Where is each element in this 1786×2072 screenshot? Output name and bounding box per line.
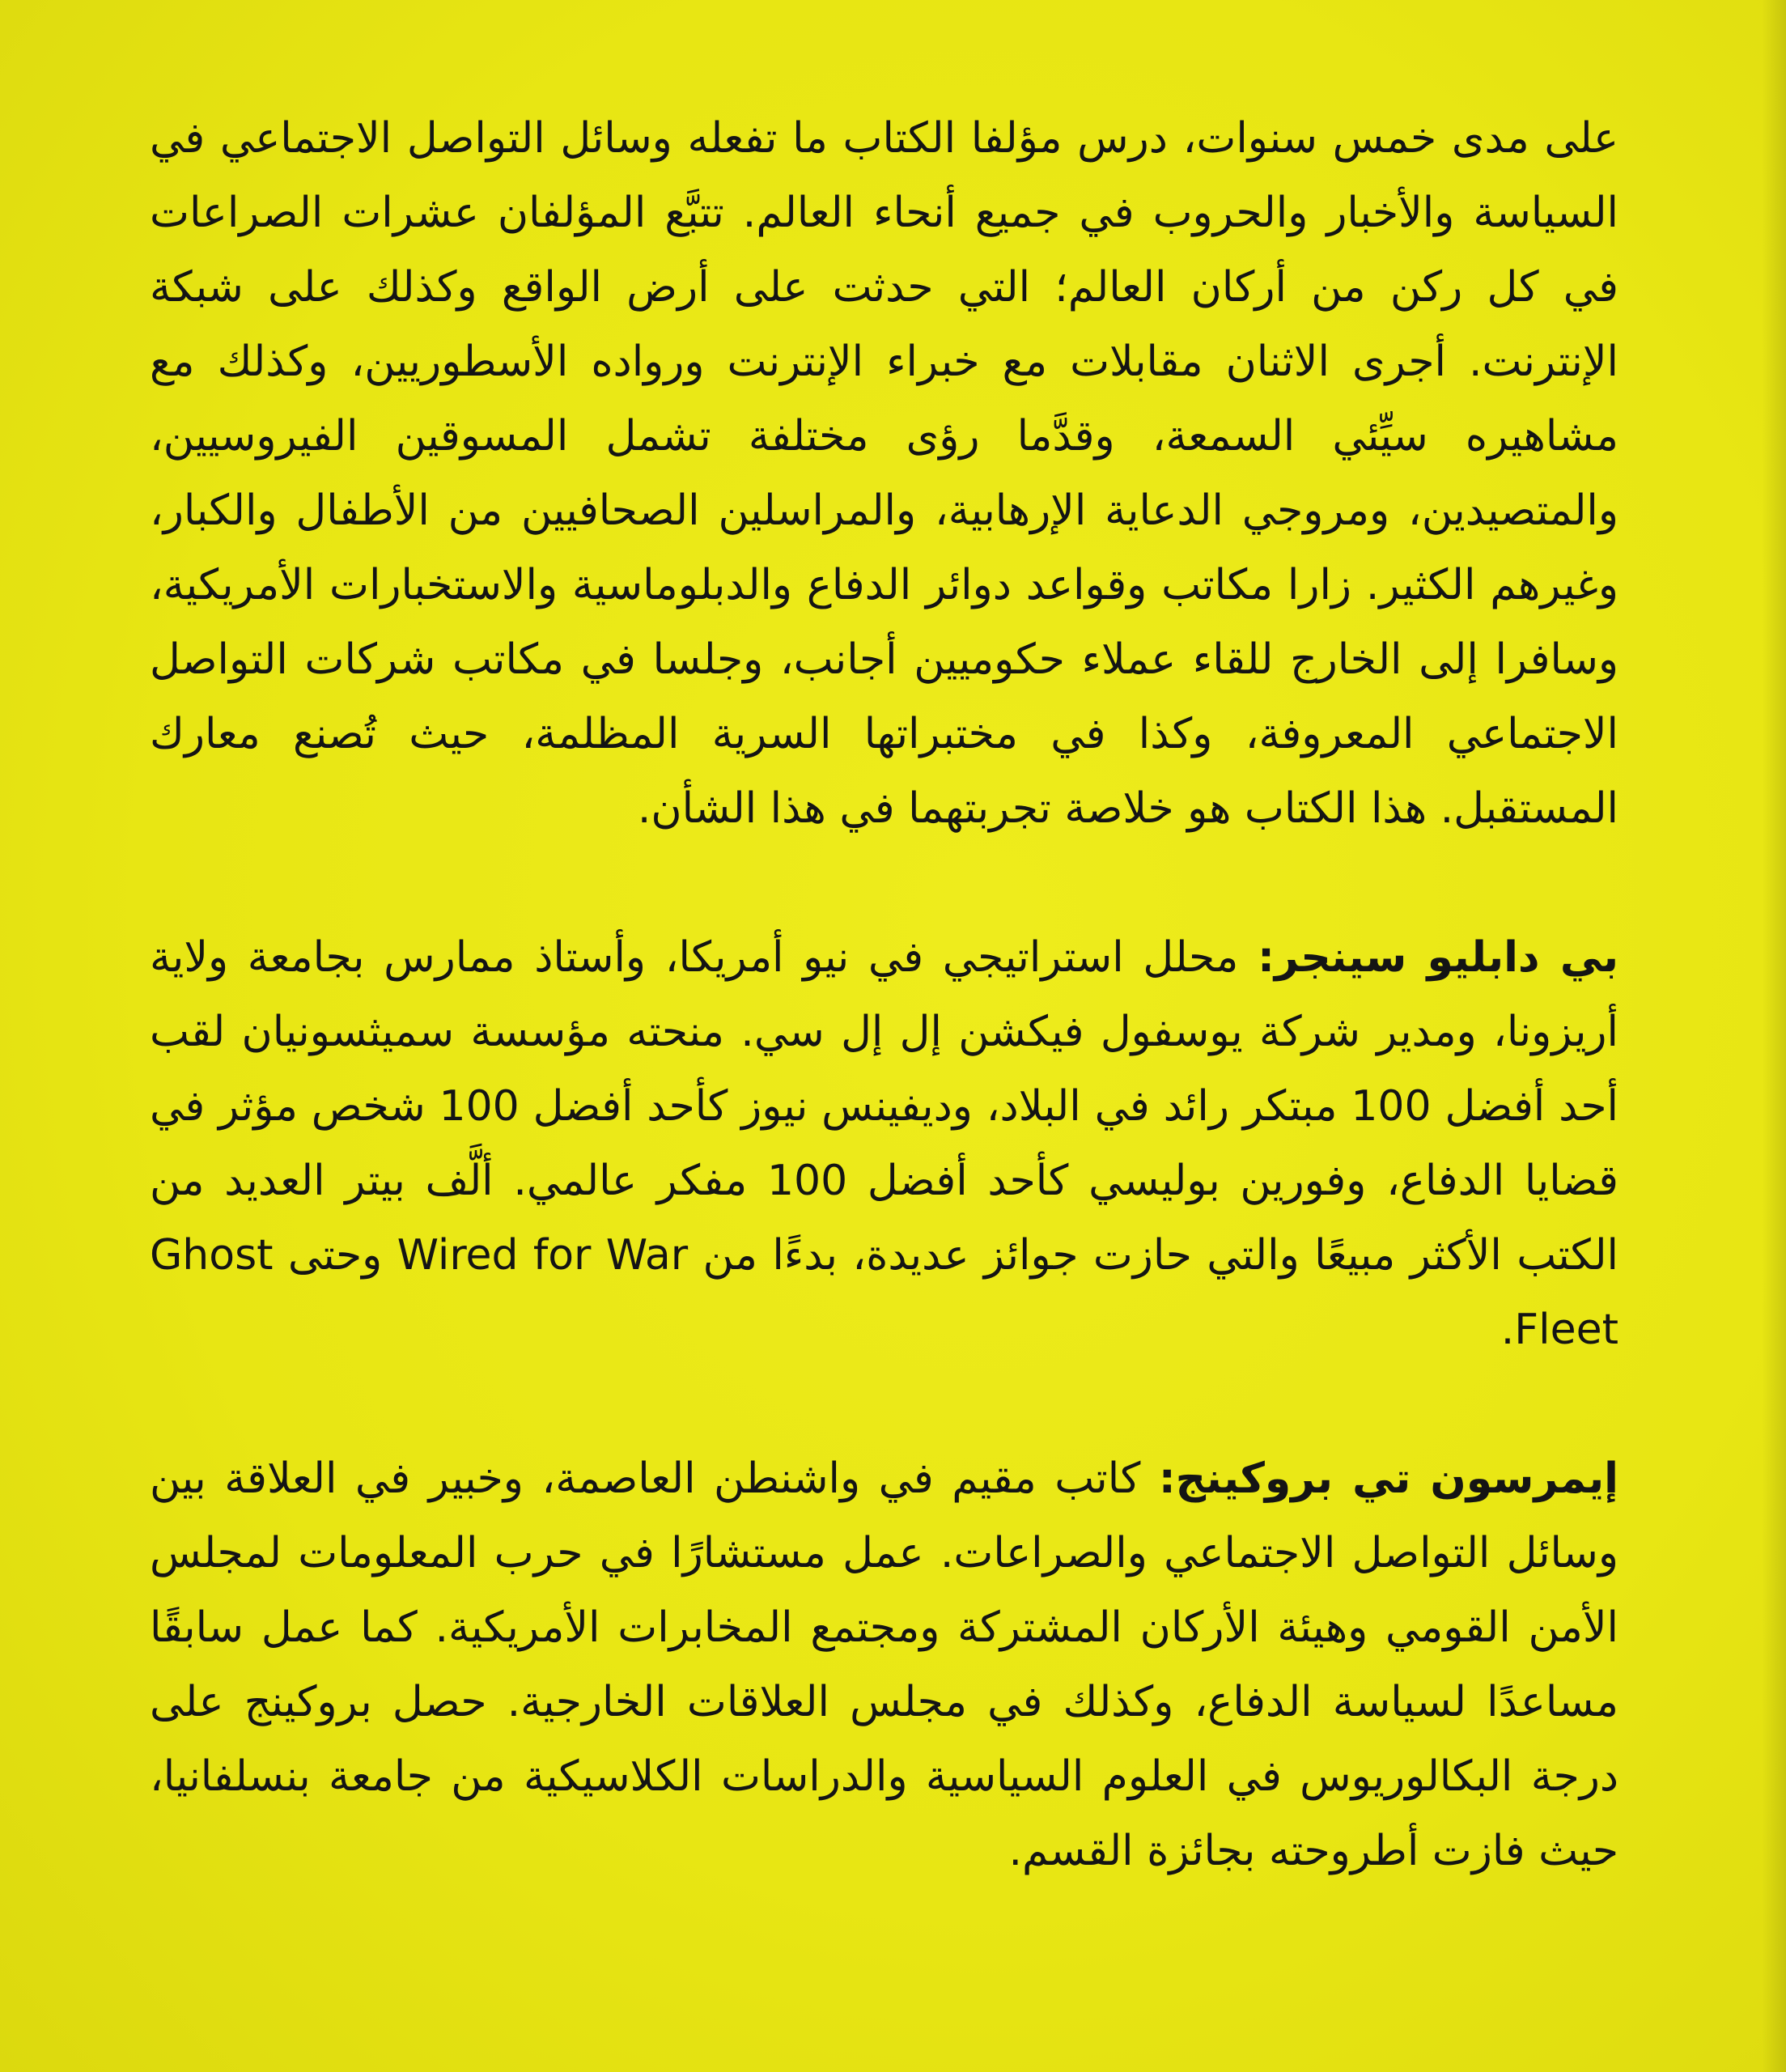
book-title-ghost-fleet: Ghost Fleet <box>150 1231 1618 1354</box>
author-bio-brooking-text: كاتب مقيم في واشنطن العاصمة، وخبير في العلاقة بين وسائل التواصل الاجتماعي والصراعات. عمل مستشارًا في حرب المعلومات لمجلس الأمن القومي وهيئة الأركان المشتركة ومجتمع المخابرات الأمريكية. كما عمل سابقًا مساعدًا لسياسة الدفاع، وكذلك في مجلس العلاقات الخارجية. حصل بروكينج على درجة البكالوريوس في العلوم السياسية والدراسات الكلاسيكية من جامعة بنسلفانيا، حيث فازت أطروحته بجائزة القسم. <box>150 1454 1618 1875</box>
author-bio-singer <box>150 920 1618 1367</box>
author-bio-brooking <box>150 1441 1618 1888</box>
bio-connector-text: وحتى <box>273 1231 397 1280</box>
author-bio-singer-text: محلل استراتيجي في نيو أمريكا، وأستاذ ممارس بجامعة ولاية أريزونا، ومدير شركة يوسفول فيكشن إل إل سي. منحته مؤسسة سميثسونيان لقب أحد أفضل 100 مبتكر رائد في البلاد، وديفينس نيوز كأحد أفضل 100 شخص مؤثر في قضايا الدفاع، وفورين بوليسي كأحد أفضل 100 مفكر عالمي. ألَّف بيتر العديد من الكتب الأكثر مبيعًا والتي حازت جوائز عديدة، بدءًا من <box>150 933 1618 1280</box>
back-cover-text <box>150 101 1618 2036</box>
author-name-singer: بي دابليو سينجر: <box>1258 933 1618 982</box>
book-synopsis <box>150 101 1618 846</box>
author-name-brooking: إيمرسون تي بروكينج: <box>1158 1454 1618 1503</box>
synopsis-text: على مدى خمس سنوات، درس مؤلفا الكتاب ما تفعله وسائل التواصل الاجتماعي في السياسة والأخبار والحروب في جميع أنحاء العالم. تتبَّع المؤلفان عشرات الصراعات في كل ركن من أركان العالم؛ التي حدثت على أرض الواقع وكذلك على شبكة الإنترنت. أجرى الاثنان مقابلات مع خبراء الإنترنت ورواده الأسطوريين، وكذلك مع مشاهيره سيِّئي السمعة، وقدَّما رؤى مختلفة تشمل المسوقين الفيروسيين، والمتصيدين، ومروجي الدعاية الإرهابية، والمراسلين الصحافيين من الأطفال والكبار، وغيرهم الكثير. زارا مكاتب وقواعد دوائر الدفاع والدبلوماسية والاستخبارات الأمريكية، وسافرا إلى الخارج للقاء عملاء حكوميين أجانب، وجلسا في مكاتب شركات التواصل الاجتماعي المعروفة، وكذا في مختبراتها السرية المظلمة، حيث تُصنع معارك المستقبل. هذا الكتاب هو خلاصة تجربتهما في هذا الشأن. <box>150 114 1618 833</box>
page-edge-shadow <box>1762 0 1786 2072</box>
bio-end-punctuation: . <box>1500 1306 1515 1354</box>
book-title-wired-for-war: Wired for War <box>397 1231 689 1280</box>
